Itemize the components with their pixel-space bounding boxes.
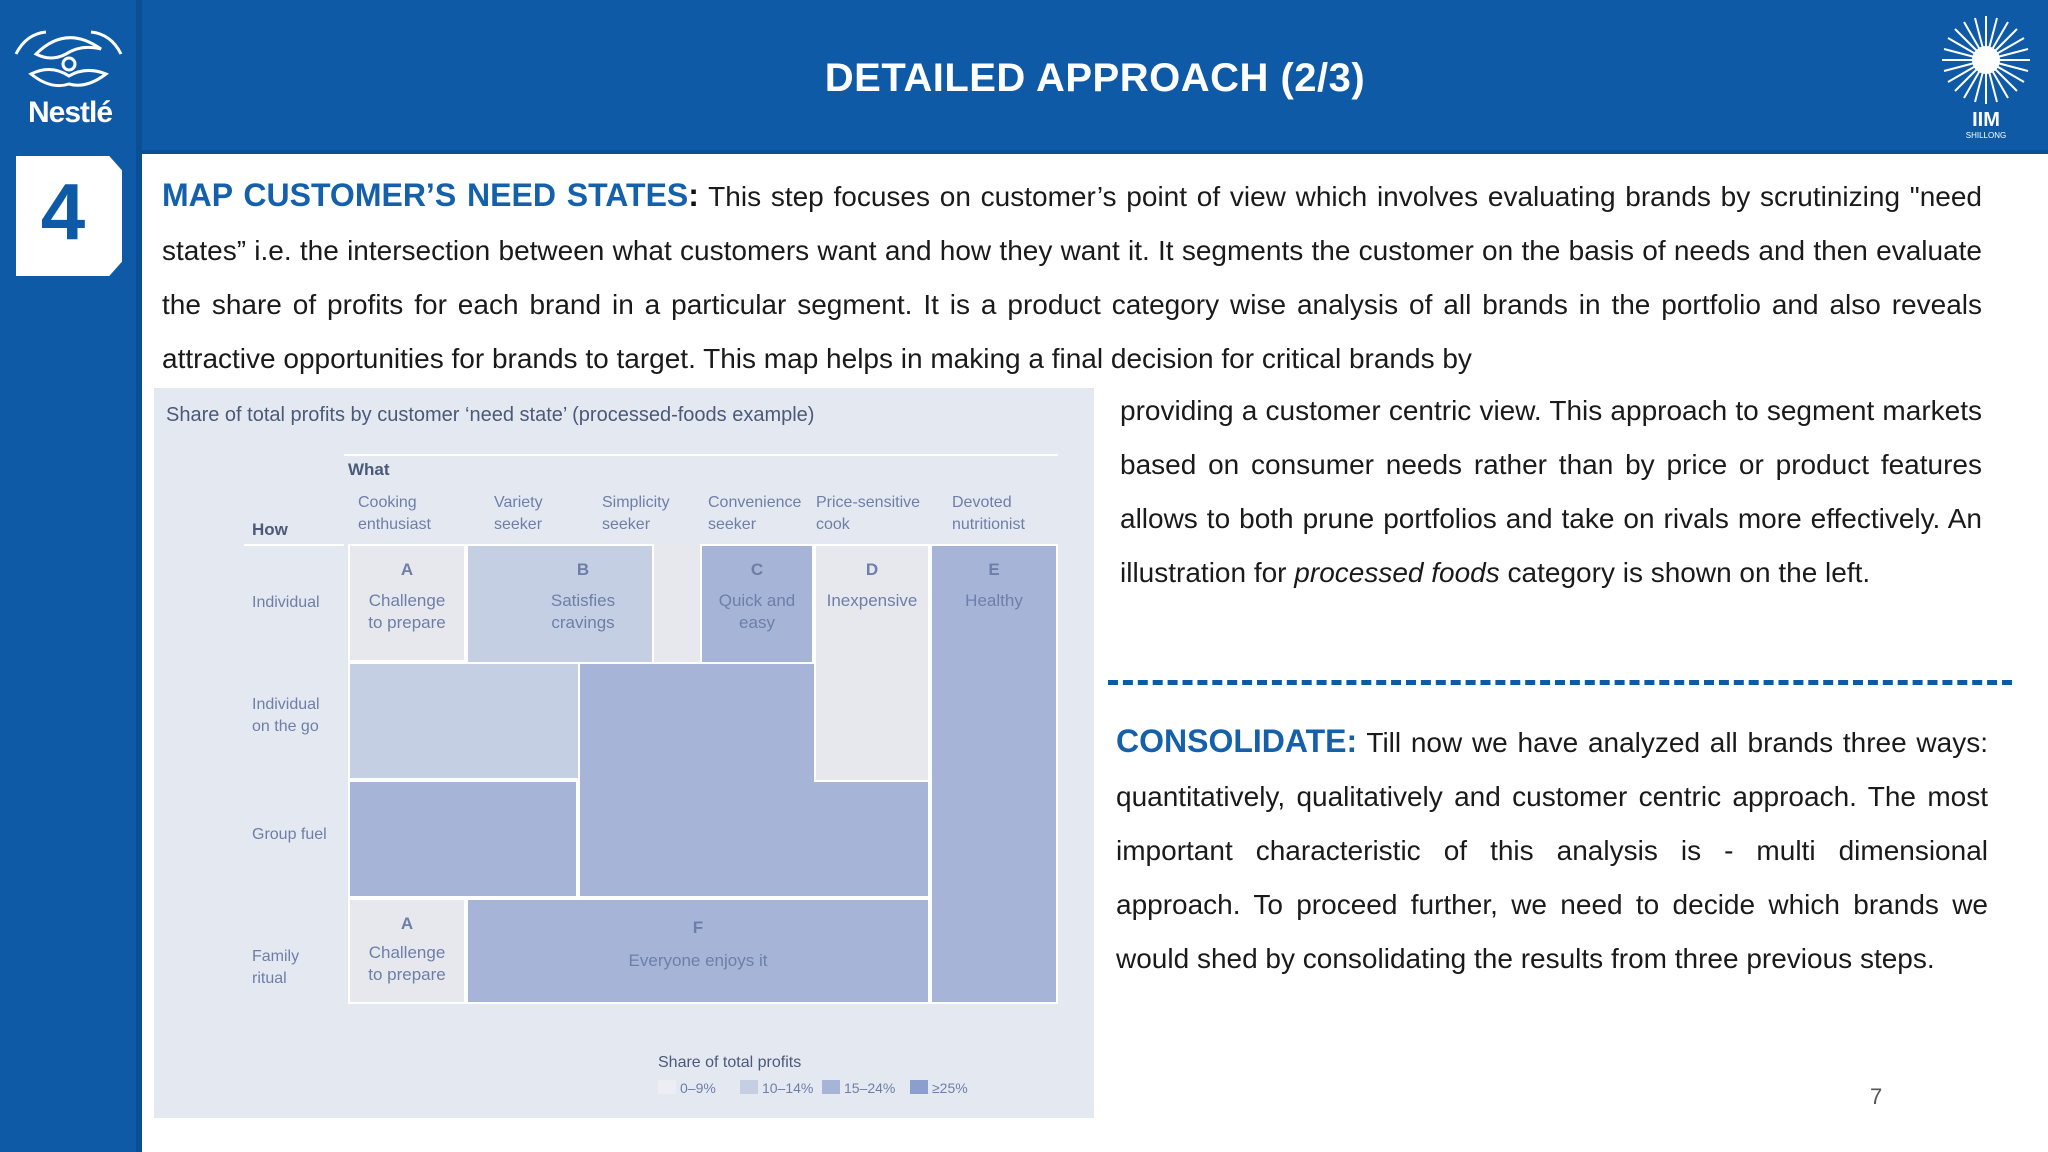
row-label: Individual on the go: [252, 696, 320, 735]
need-state-map-figure: [154, 388, 1094, 1118]
legend-item: 10–14%: [762, 1080, 814, 1096]
row-label: Individual: [252, 594, 320, 611]
need-states-continuation: [1120, 384, 1982, 600]
section-divider: [1108, 680, 2012, 685]
nestle-logo-text: Nestlé: [27, 96, 113, 129]
segment-label: Challenge to prepare: [368, 943, 446, 984]
segment-label: Inexpensive: [826, 591, 918, 610]
segment-letter: F: [692, 918, 704, 937]
consolidate-text: Till now we have analyzed all brands three ways: quantitatively, qualitatively and customer centric approach. The most important characteristic of this analysis is - multi dimensional approach. To proceed further, we need to decide which brands we would shed by consolidating the results from three previous steps.: [1116, 727, 1988, 974]
processed-foods-italic: processed foods: [1294, 557, 1500, 588]
legend-swatch: [658, 1080, 676, 1094]
segment-letter: E: [988, 560, 1000, 579]
need-states-text-b: providing a customer centric view. This approach to segment markets based on consumer needs rather than by price or product features allows to both prune portfolios and take on rivals more effectively. An illustration for: [1120, 395, 1982, 588]
column-header: Price-sensitive cook: [816, 494, 921, 533]
how-label: How: [252, 520, 288, 539]
how-line: [244, 544, 344, 546]
legend-item: 0–9%: [680, 1080, 716, 1096]
segment-letter: C: [750, 560, 764, 579]
iim-logo-subtext: SHILLONG: [1965, 131, 2007, 138]
need-states-text-end: category is shown on the left.: [1499, 557, 1871, 588]
legend-title: Share of total profits: [658, 1054, 802, 1071]
need-states-heading: MAP CUSTOMER’S NEED STATES: [162, 177, 689, 213]
consolidate-paragraph: [1116, 714, 1988, 986]
legend-item: ≥25%: [932, 1080, 968, 1096]
column-header: Cooking enthusiast: [358, 494, 431, 533]
legend-item: 15–24%: [844, 1080, 896, 1096]
segment-cell: [348, 780, 578, 898]
step-number: 4: [40, 167, 86, 256]
legend-swatch: [910, 1080, 928, 1094]
what-label: What: [348, 460, 390, 479]
segment-letter: B: [576, 560, 590, 579]
segment-letter: D: [865, 560, 879, 579]
what-line: [344, 454, 1058, 456]
row-label: Group fuel: [252, 826, 327, 843]
segment-label: Satisfies cravings: [550, 591, 616, 632]
column-header: Simplicity seeker: [602, 494, 670, 533]
legend-swatch: [740, 1080, 758, 1094]
column-header: Variety seeker: [494, 494, 543, 533]
column-header: Devoted nutritionist: [952, 494, 1025, 533]
need-states-colon: :: [688, 177, 699, 213]
segment-cell: [930, 544, 1058, 1004]
consolidate-heading: CONSOLIDATE:: [1116, 723, 1358, 759]
need-states-paragraph: [162, 168, 1982, 388]
page-title: DETAILED APPROACH (2/3): [824, 56, 1366, 100]
segment-label: Quick and easy: [718, 591, 796, 632]
need-states-text: This step focuses on customer’s point of view which involves evaluating brands by scrutinizing "need states” i.e. the intersection between what customers want and how they want it. It segments the customer on the basis of needs and then evaluate the share of profits for each brand in a particular segment. It is a product category wise analysis of all brands in the portfolio and also reveals attractive opportunities for brands to target. This map helps in making a final decision for critical brands by: [162, 181, 1982, 374]
legend-swatch: [822, 1080, 840, 1094]
iim-logo-icon: [1936, 10, 2036, 138]
segment-label: Challenge to prepare: [368, 591, 446, 632]
iim-logo-text: IIM: [1972, 109, 2000, 131]
segment-label: Healthy: [965, 591, 1023, 610]
segment-letter: A: [400, 914, 414, 933]
figure-title: Share of total profits by customer ‘need state’ (processed-foods example): [166, 404, 815, 426]
sidebar-edge: [136, 0, 142, 1152]
row-label: Family ritual: [252, 948, 300, 987]
page-number: 7: [1870, 1084, 1883, 1109]
segment-label: Everyone enjoys it: [628, 951, 768, 970]
column-header: Convenience seeker: [708, 494, 802, 533]
segment-letter: A: [400, 560, 414, 579]
